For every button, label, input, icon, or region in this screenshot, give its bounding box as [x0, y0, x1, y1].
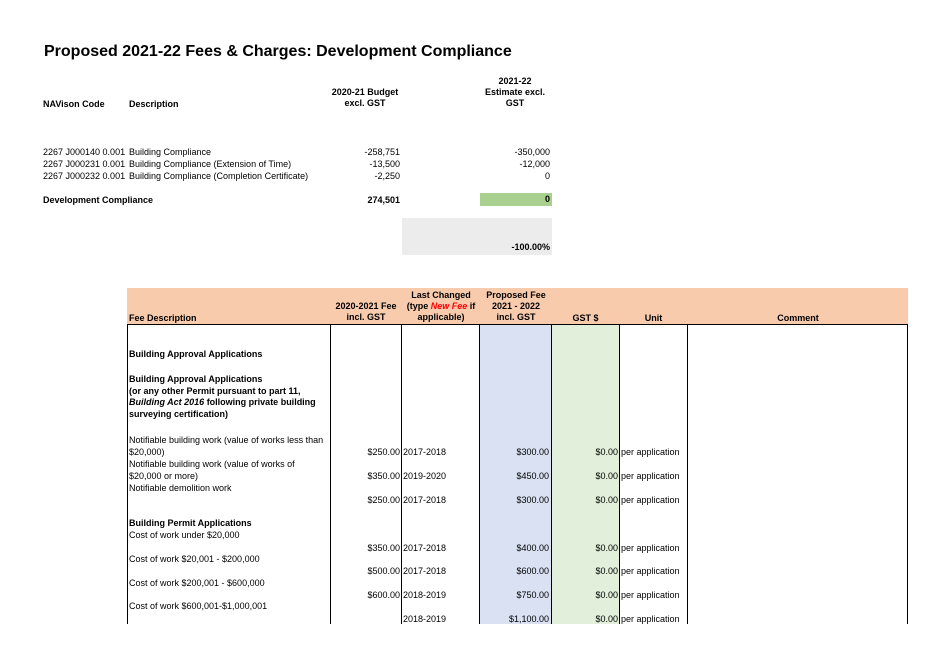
- total-estimate: 0: [544, 194, 550, 204]
- column-border: [907, 325, 908, 624]
- header-last-changed: Last Changed (type New Fee if applicable): [406, 290, 476, 322]
- gst-amount: $0.00: [595, 614, 618, 624]
- summary-description: Building Compliance (Completion Certificate): [129, 171, 309, 181]
- last-changed: 2018-2019: [403, 614, 447, 624]
- summary-description: Building Compliance (Extension of Time): [129, 159, 292, 169]
- column-border: [687, 325, 688, 624]
- proposed-fee: $300.00: [516, 447, 549, 457]
- last-changed: 2017-2018: [403, 447, 447, 457]
- col-header-estimate: 2021-22 Estimate excl. GST: [484, 76, 546, 108]
- fee-description: Notifiable building work (value of works less than $20,000): [129, 435, 324, 457]
- last-changed: 2017-2018: [403, 543, 447, 553]
- last-changed: 2017-2018: [403, 495, 447, 505]
- fee-description: Cost of work $600,001-$1,000,001: [129, 601, 268, 611]
- proposed-fee: $450.00: [516, 471, 549, 481]
- total-budget: 274,501: [367, 195, 400, 205]
- unit: per application: [621, 566, 680, 576]
- summary-estimate: 0: [544, 171, 550, 181]
- proposed-fee: $600.00: [516, 566, 549, 576]
- page-title: Proposed 2021-22 Fees & Charges: Development Compliance: [44, 43, 512, 60]
- gst-amount: $0.00: [595, 590, 618, 600]
- section-title: Building Approval Applications (or any other Permit pursuant to part 11, Building Act 2016 following private building surveying certification): [129, 374, 316, 419]
- total-estimate-cell: [480, 193, 552, 206]
- gst-amount: $0.00: [595, 566, 618, 576]
- header-proposed-fee: Proposed Fee 2021 - 2022 incl. GST: [486, 290, 546, 322]
- gst-amount: $0.00: [595, 471, 618, 481]
- last-changed: 2019-2020: [403, 471, 447, 481]
- fee-2020: $350.00: [367, 543, 400, 553]
- fee-description: Cost of work $20,001 - $200,000: [129, 554, 260, 564]
- header-fee-description: Fee Description: [129, 313, 197, 323]
- last-changed: 2018-2019: [403, 590, 447, 600]
- summary-budget: -13,500: [369, 159, 400, 169]
- header-fee-2020: 2020-2021 Fee incl. GST: [335, 301, 397, 322]
- change-box: [402, 218, 552, 255]
- summary-estimate: -350,000: [514, 147, 550, 157]
- col-header-budget: 2020-21 Budget excl. GST: [331, 87, 399, 108]
- gst-amount: $0.00: [595, 495, 618, 505]
- gst-amount: $0.00: [595, 543, 618, 553]
- summary-estimate: -12,000: [519, 159, 550, 169]
- last-changed: 2017-2018: [403, 566, 447, 576]
- unit: per application: [621, 471, 680, 481]
- proposed-fee: $1,100.00: [508, 614, 549, 624]
- unit: per application: [621, 590, 680, 600]
- unit: per application: [621, 495, 680, 505]
- unit: per application: [621, 614, 680, 624]
- column-border: [401, 325, 402, 624]
- header-gst: GST $: [572, 313, 599, 323]
- unit: per application: [621, 447, 680, 457]
- fee-2020: $250.00: [367, 447, 400, 457]
- fee-2020: $350.00: [367, 471, 400, 481]
- summary-code: 2267 J000140 0.001: [43, 147, 126, 157]
- col-header-description: Description: [129, 99, 179, 109]
- proposed-fee: $300.00: [516, 495, 549, 505]
- section-title: Building Permit Applications: [129, 518, 252, 528]
- fee-2020: $250.00: [367, 495, 400, 505]
- summary-budget: -2,250: [374, 171, 400, 181]
- unit: per application: [621, 543, 680, 553]
- column-border: [127, 325, 128, 624]
- gst-amount: $0.00: [595, 447, 618, 457]
- fee-2020: $500.00: [367, 566, 400, 576]
- change-percent: -100.00%: [511, 242, 550, 252]
- section-title: Building Approval Applications: [129, 349, 263, 359]
- header-comment: Comment: [777, 313, 819, 323]
- summary-code: 2267 J000232 0.001: [43, 171, 126, 181]
- fee-2020: $600.00: [367, 590, 400, 600]
- fee-description: Notifiable building work (value of works of $20,000 or more): [129, 459, 295, 481]
- proposed-fee: $400.00: [516, 543, 549, 553]
- summary-code: 2267 J000231 0.001: [43, 159, 126, 169]
- header-unit: Unit: [644, 313, 663, 323]
- summary-budget: -258,751: [364, 147, 400, 157]
- summary-description: Building Compliance: [129, 147, 212, 157]
- fee-description: Cost of work under $20,000: [129, 530, 240, 540]
- col-header-code: NAVison Code: [43, 99, 105, 109]
- fee-description: Notifiable demolition work: [129, 483, 232, 493]
- column-border: [619, 325, 620, 624]
- total-label: Development Compliance: [43, 195, 154, 205]
- fee-description: Cost of work $200,001 - $600,000: [129, 578, 265, 588]
- header-divider: [127, 324, 908, 325]
- proposed-fee: $750.00: [516, 590, 549, 600]
